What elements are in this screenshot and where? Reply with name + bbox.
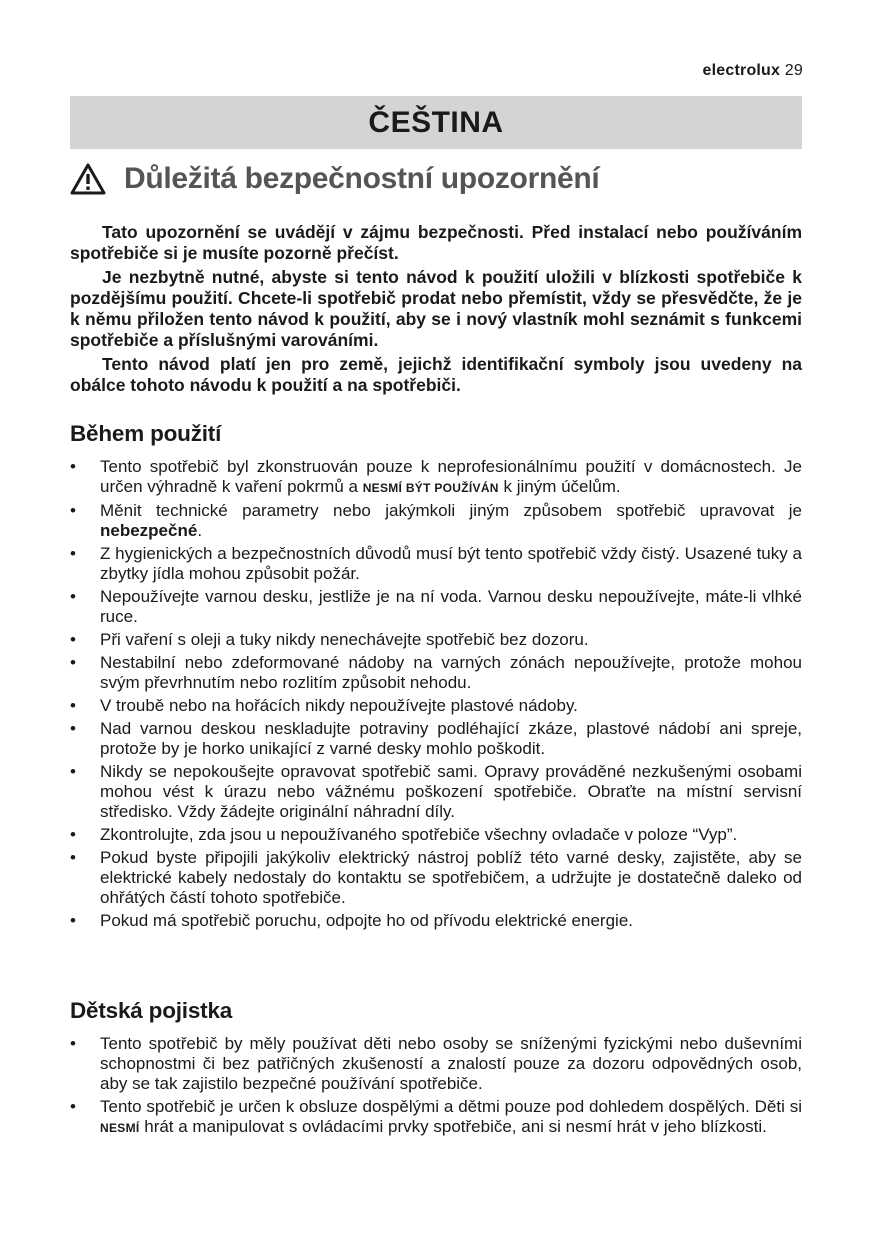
intro-text xyxy=(70,222,802,399)
intro-paragraph: Tento návod platí jen pro země, jejichž identifikační symboly jsou uvedeny na obálce tohoto návodu k použití a na spotřebiči. xyxy=(70,354,802,395)
bullet-list xyxy=(70,457,802,931)
bullet-list xyxy=(70,1034,802,1138)
list-item: • V troubě nebo na hořácích nikdy nepoužívejte plastové nádoby. xyxy=(70,696,802,716)
section-child-safety xyxy=(70,998,802,1141)
list-item: • Pokud byste připojili jakýkoliv elektrický nástroj poblíž této varné desky, zajistěte, aby se elektrické kabely nedostaly do kontaktu se spotřebičem, a udržujte je dostatečně daleko od ohřátých částí tohoto spotřebiče. xyxy=(70,848,802,908)
intro-paragraph: Je nezbytně nutné, abyste si tento návod k použití uložili v blízkosti spotřebiče k pozdějšímu použití. Chcete-li spotřebič prodat nebo přemístit, vždy se přesvědčte, že je k němu přiložen tento návod k použití, aby se i nový vlastník mohl seznámit s funkcemi spotřebiče a příslušnými varováními. xyxy=(70,267,802,350)
emphasis-text: nebezpečné xyxy=(100,521,198,540)
list-item: • Pokud má spotřebič poruchu, odpojte ho od přívodu elektrické energie. xyxy=(70,911,802,931)
section-heading: Během použití xyxy=(70,421,222,446)
list-item: • Tento spotřebič byl zkonstruován pouze k neprofesionálnímu použití v domácnostech. Je určen výhradně k vaření pokrmů a NESMÍ BÝT POUŽÍVÁN k jiným účelům. xyxy=(70,457,802,498)
section-during-use xyxy=(70,421,802,934)
section-heading: Dětská pojistka xyxy=(70,998,233,1023)
page-header xyxy=(703,62,803,80)
warning-heading-text: Důležitá bezpečnostní upozornění xyxy=(124,162,600,195)
list-item: • Z hygienických a bezpečnostních důvodů musí být tento spotřebič vždy čistý. Usazené tuky a zbytky jídla mohou způsobit požár. xyxy=(70,544,802,584)
page-number: 29 xyxy=(784,62,803,79)
list-item: • Tento spotřebič by měly používat děti nebo osoby se sníženými fyzickými nebo duševními schopnostmi či bez patřičných zkušeností a znalostí pouze za dozoru odpovědných osob, aby se tak zajistilo bezpečné používání spotřebiče. xyxy=(70,1034,802,1094)
list-item: • Nikdy se nepokoušejte opravovat spotřebič sami. Opravy prováděné nezkušenými osobami mohou vést k úrazu nebo vážnému poškození spotřebiče. Obraťte na místní servisní středisko. Vždy žádejte originální náhradní díly. xyxy=(70,762,802,822)
list-item: • Nestabilní nebo zdeformované nádoby na varných zónách nepoužívejte, protože mohou svým převrhnutím nebo rozlitím způsobit nehodu. xyxy=(70,653,802,693)
list-item: • Nad varnou deskou neskladujte potraviny podléhající zkáze, plastové nádobí ani spreje, protože by je horko unikající z varné desky mohlo poškodit. xyxy=(70,719,802,759)
emphasis-text: NESMÍ BÝT POUŽÍVÁN xyxy=(362,481,499,495)
warning-heading xyxy=(70,162,599,196)
language-banner: ČEŠTINA xyxy=(70,96,802,149)
list-item: • Tento spotřebič je určen k obsluze dospělými a dětmi pouze pod dohledem dospělých. Děti si NESMÍ hrát a manipulovat s ovládacími prvky spotřebiče, ani si nesmí hrát v jeho blízkosti. xyxy=(70,1097,802,1138)
intro-paragraph: Tato upozornění se uvádějí v zájmu bezpečnosti. Před instalací nebo používáním spotřebiče si je musíte pozorně přečíst. xyxy=(70,222,802,263)
list-item: • Nepoužívejte varnou desku, jestliže je na ní voda. Varnou desku nepoužívejte, máte-li vlhké ruce. xyxy=(70,587,802,627)
list-item: • Měnit technické parametry nebo jakýmkoli jiným způsobem spotřebič upravovat je nebezpečné. xyxy=(70,501,802,541)
emphasis-text: NESMÍ xyxy=(100,1121,140,1135)
list-item: • Při vaření s oleji a tuky nikdy nenechávejte spotřebič bez dozoru. xyxy=(70,630,802,650)
list-item: • Zkontrolujte, zda jsou u nepoužívaného spotřebiče všechny ovladače v poloze “Vyp”. xyxy=(70,825,802,845)
brand-name: electrolux xyxy=(702,62,781,79)
warning-triangle-icon xyxy=(70,163,106,195)
